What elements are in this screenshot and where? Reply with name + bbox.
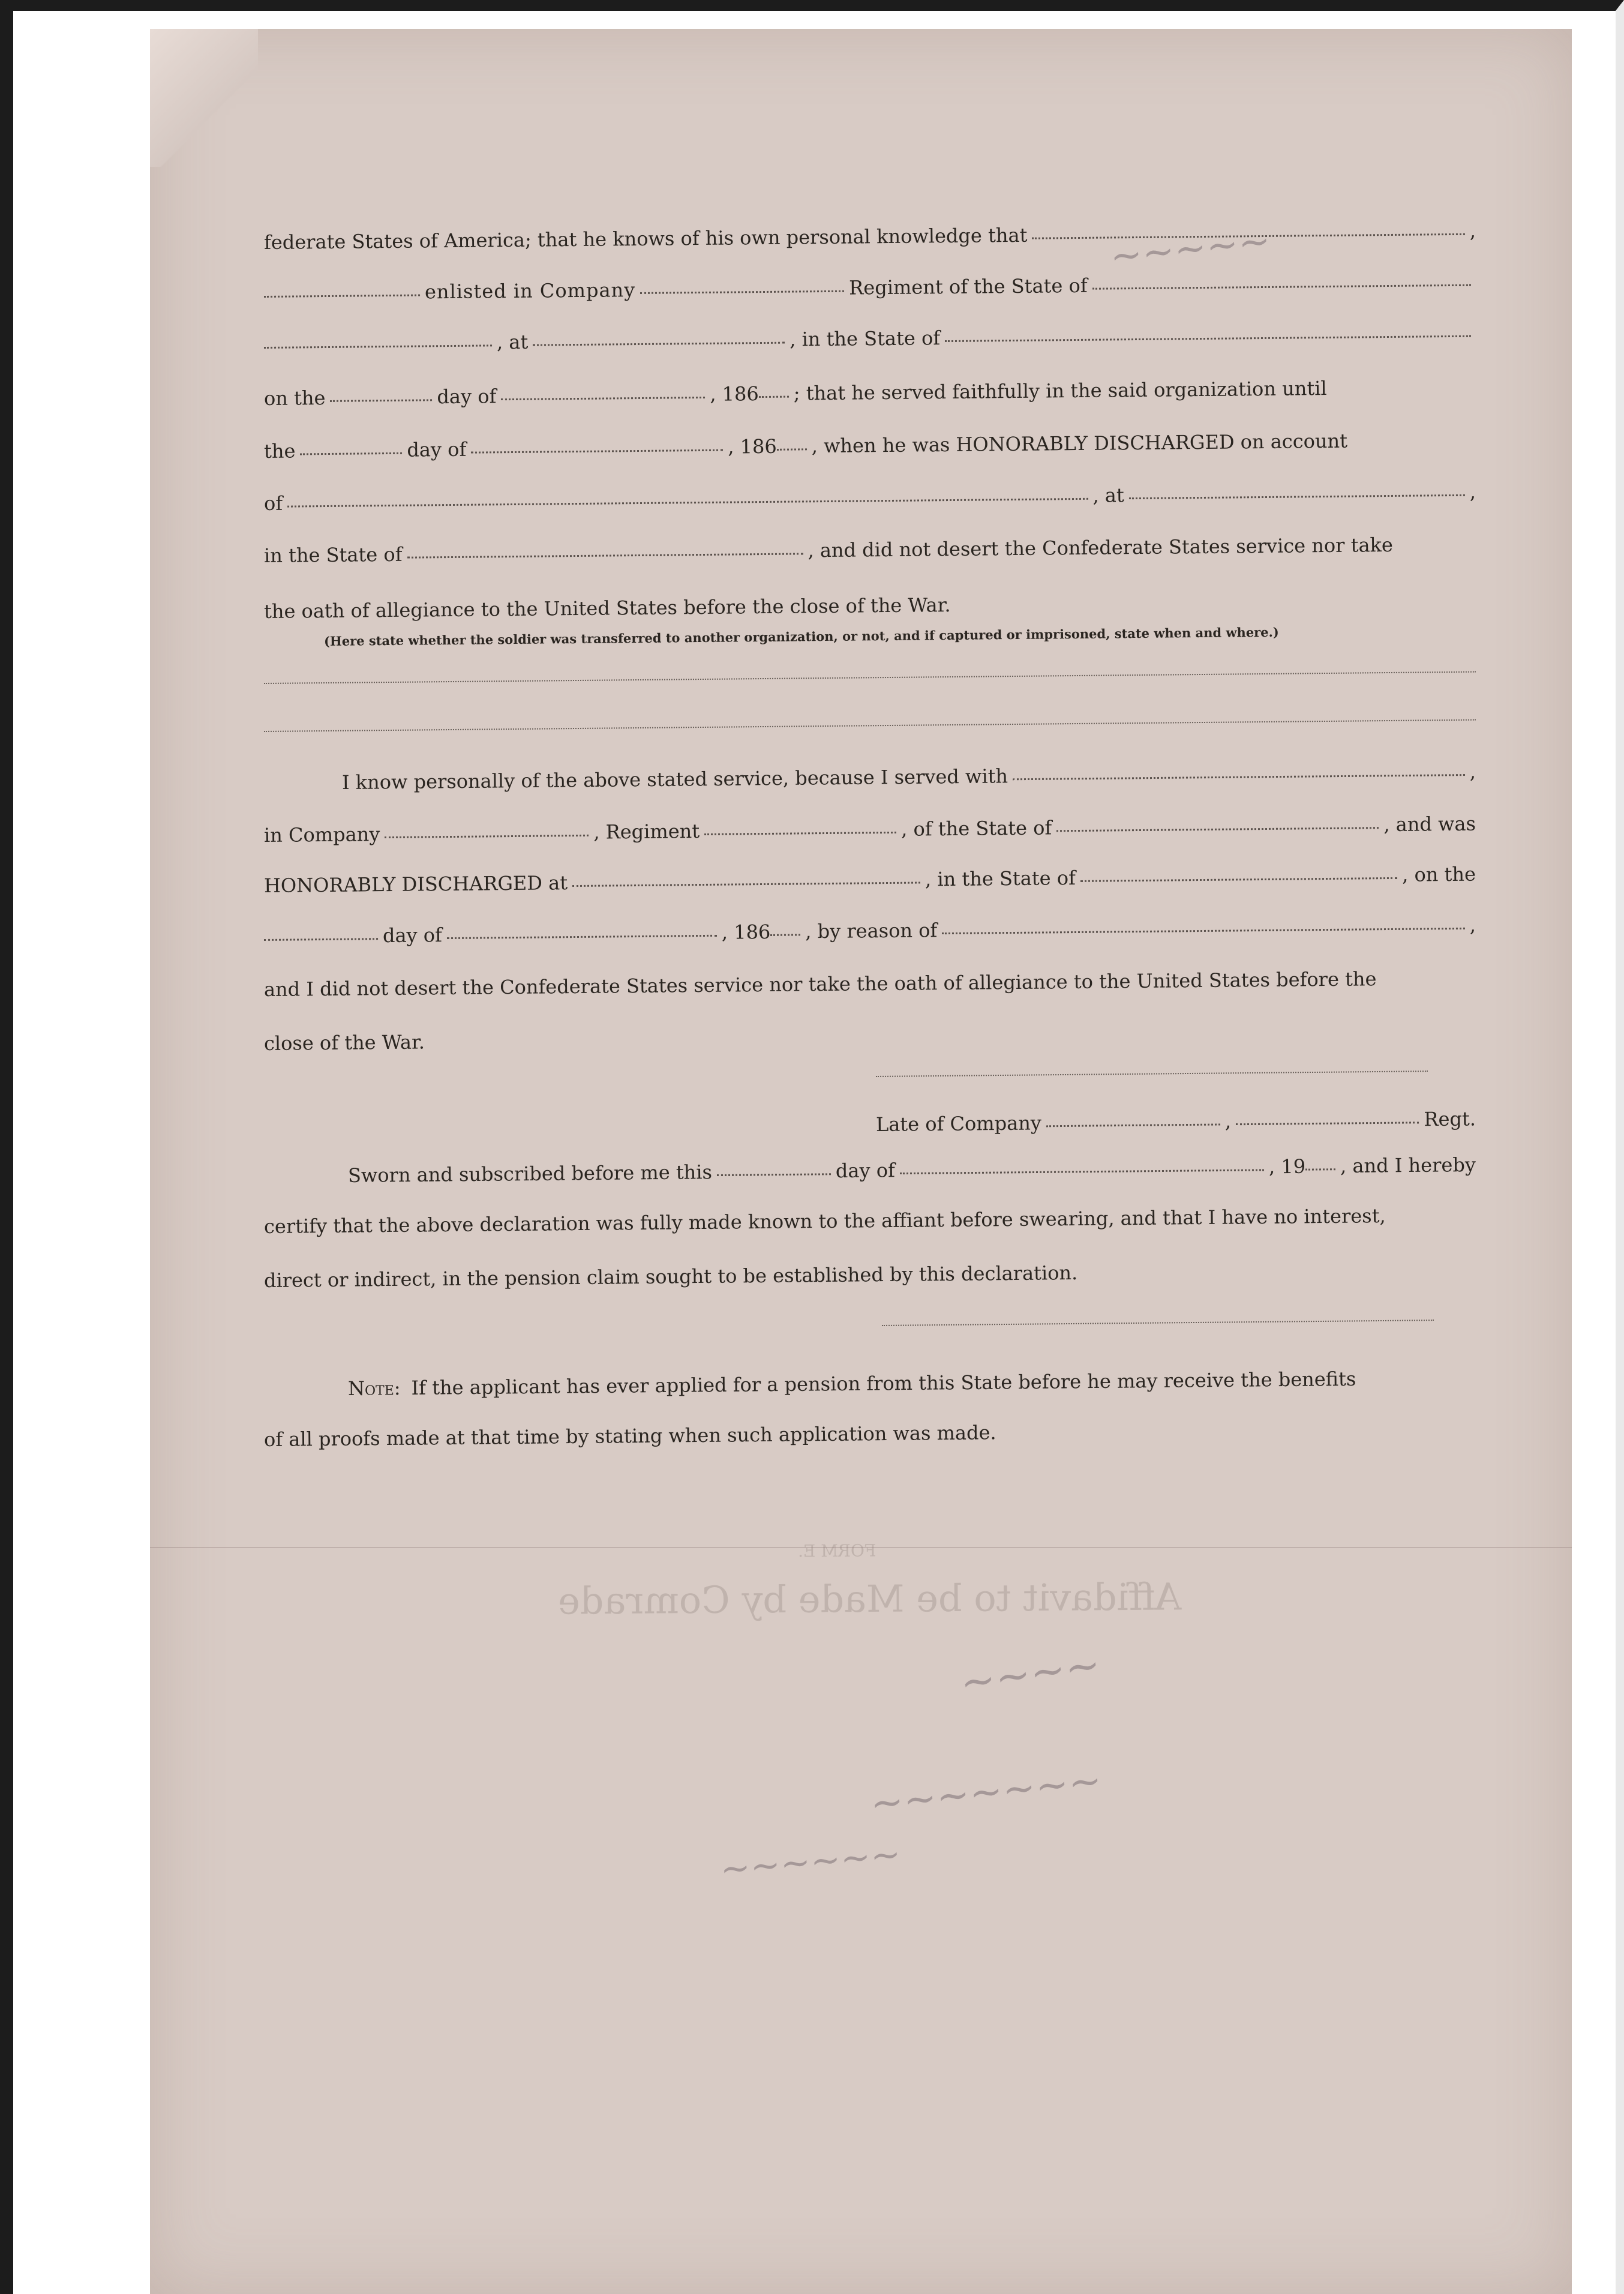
form-text: in the State of (263, 542, 403, 567)
form-line (264, 1206, 1476, 1236)
blank-field-discharge-year[interactable] (777, 448, 807, 450)
form-text: , by reason of (805, 919, 938, 943)
form-text: Regiment of the State of (849, 274, 1088, 299)
blank-field-discharge-reason[interactable] (287, 498, 1088, 508)
blank-field-regiment-state[interactable] (1092, 284, 1471, 290)
form-text: , at (496, 330, 529, 354)
blank-field-discharge-month[interactable] (471, 449, 723, 454)
form-text: , 186 (721, 920, 771, 944)
form-text: direct or indirect, in the pension claim sought to be established by this declaration. (263, 1261, 1078, 1292)
form-text: day of (835, 1159, 896, 1183)
form-line (264, 814, 1476, 845)
form-text: of (263, 491, 283, 515)
form-text: , Regiment (593, 820, 700, 844)
form-text: , 19 (1268, 1155, 1306, 1179)
form-line (264, 535, 1476, 565)
form-line: of , at , (263, 480, 1476, 515)
blank-field-enlist-place[interactable] (533, 342, 785, 346)
blank-field-comrade-year[interactable] (770, 934, 800, 935)
blank-field-enlist-state[interactable] (945, 335, 1471, 342)
blank-line-transfer[interactable] (264, 671, 1476, 684)
form-text: in Company (263, 823, 380, 847)
form-text: enlisted in Company (424, 278, 636, 304)
form-text: Sworn and subscribed before me this (347, 1161, 713, 1187)
form-text: , in the State of (924, 866, 1076, 891)
form-text: federate States of America; that he knows of his own personal knowledge that (263, 223, 1028, 254)
form-text: day of (382, 923, 443, 947)
form-text: day of (407, 437, 467, 461)
blank-field-month[interactable] (501, 397, 705, 400)
form-line: I know personally of the above stated service, because I served with , (341, 760, 1476, 794)
blank-field-discharge-place[interactable] (1129, 494, 1465, 499)
form-text: If the applicant has ever applied for a pension from this State before he may receive the benefits (411, 1367, 1356, 1399)
form-text: close of the War. (263, 1030, 425, 1055)
note-label: Note: (347, 1377, 401, 1400)
form-text: , in the State of (790, 326, 941, 351)
signature-line-officer[interactable] (882, 1320, 1434, 1326)
blank-field-comrade-discharge-place[interactable] (572, 881, 920, 887)
handwriting-mark: ~~~~ (957, 1639, 1104, 1708)
blank-line-transfer[interactable] (264, 719, 1476, 732)
blank-field-day[interactable] (330, 399, 432, 402)
form-text: Late of Company (875, 1111, 1042, 1136)
form-text: the (263, 439, 296, 463)
form-line (264, 272, 1476, 303)
form-line (263, 862, 1476, 897)
blank-field-served-with[interactable] (1013, 774, 1465, 780)
blank-field-sworn-month[interactable] (900, 1169, 1264, 1174)
bleed-through-form-label: FORM E. (797, 1540, 876, 1561)
blank-field-comrade-regiment[interactable] (704, 832, 896, 835)
handwriting-mark: ~~~~~ (1107, 218, 1273, 280)
blank-field-sworn-day[interactable] (717, 1173, 831, 1176)
blank-field-soldier-name[interactable] (1032, 233, 1464, 239)
form-text: , when he was HONORABLY DISCHARGED on account (811, 429, 1348, 458)
blank-field-discharge-day[interactable] (300, 452, 402, 455)
paper-crease (150, 1547, 1572, 1548)
blank-field-comrade-reason[interactable] (942, 928, 1465, 934)
form-text: , 186 (710, 382, 759, 406)
blank-field-year[interactable] (759, 396, 789, 398)
form-text: , of the State of (900, 816, 1052, 841)
form-text: ; that he served faithfully in the said organization until (793, 376, 1327, 405)
blank-field-late-company[interactable] (1046, 1123, 1220, 1127)
blank-field-comrade-discharge-state[interactable] (1080, 877, 1397, 882)
form-line (264, 1260, 1476, 1290)
blank-field-late-regiment[interactable] (1236, 1121, 1419, 1125)
form-text: I know personally of the above stated service, because I served with (341, 764, 1008, 794)
form-text: HONORABLY DISCHARGED at (263, 871, 568, 897)
form-text: day of (437, 385, 497, 409)
handwriting-mark: ~~~~~~~ (868, 1756, 1104, 1828)
blank-field-comrade-state[interactable] (1056, 827, 1379, 832)
folded-corner (150, 29, 258, 167)
blank-field-discharge-state[interactable] (407, 553, 803, 558)
form-line (264, 968, 1476, 999)
blank-field-sworn-year[interactable] (1305, 1168, 1335, 1170)
form-line: Late of Company , Regt. (875, 1107, 1476, 1136)
form-line (264, 590, 1476, 621)
form-text: , 186 (728, 434, 777, 458)
form-text: the oath of allegiance to the United States before the close of the War. (263, 593, 951, 623)
form-text: , and I hereby (1340, 1153, 1476, 1178)
form-text: of all proofs made at that time by stating when such application was made. (263, 1421, 996, 1451)
instruction-note: (Here state whether the soldier was transferred to another organization, or not, and if captured or imprisoned, state when and where.) (323, 624, 1279, 649)
form-line (348, 1155, 1476, 1185)
form-text: and I did not desert the Confederate States service nor take the oath of allegiance to the United States before the (263, 967, 1377, 1001)
form-text: , at (1092, 484, 1124, 507)
blank-field-comrade-day[interactable] (264, 938, 378, 941)
form-text: , on the (1401, 862, 1476, 886)
form-line (264, 1419, 1476, 1449)
form-line: day of , 186 , by reason of , (264, 916, 1476, 946)
signature-line-comrade[interactable] (876, 1070, 1428, 1077)
form-line (264, 1022, 1476, 1053)
form-line (264, 377, 1476, 408)
paper-sheet (150, 29, 1572, 2294)
blank-field-comrade-company[interactable] (385, 835, 589, 838)
handwriting-mark: ~~~~~~ (718, 1833, 903, 1891)
blank-field-enlist-date[interactable] (264, 344, 492, 349)
form-text: certify that the above declaration was fully made known to the affiant before swearing, and that I have no interest, (263, 1204, 1386, 1238)
form-text: Regt. (1424, 1107, 1476, 1131)
bleed-through-title: Affidavit to be Made by Comrade (557, 1575, 1182, 1623)
form-line (348, 1368, 1476, 1398)
blank-field-company[interactable] (640, 290, 844, 294)
form-line: federate States of America; that he knows of his own personal knowledge that , (263, 219, 1476, 254)
form-text: , and did not desert the Confederate States service nor take (808, 533, 1394, 562)
form-line (264, 430, 1476, 461)
form-text: on the (263, 386, 326, 410)
form-text: , and was (1383, 812, 1476, 836)
blank-field-comrade-month[interactable] (447, 935, 717, 939)
blank-field-soldier-name-cont[interactable] (264, 295, 420, 298)
form-line (264, 323, 1476, 354)
